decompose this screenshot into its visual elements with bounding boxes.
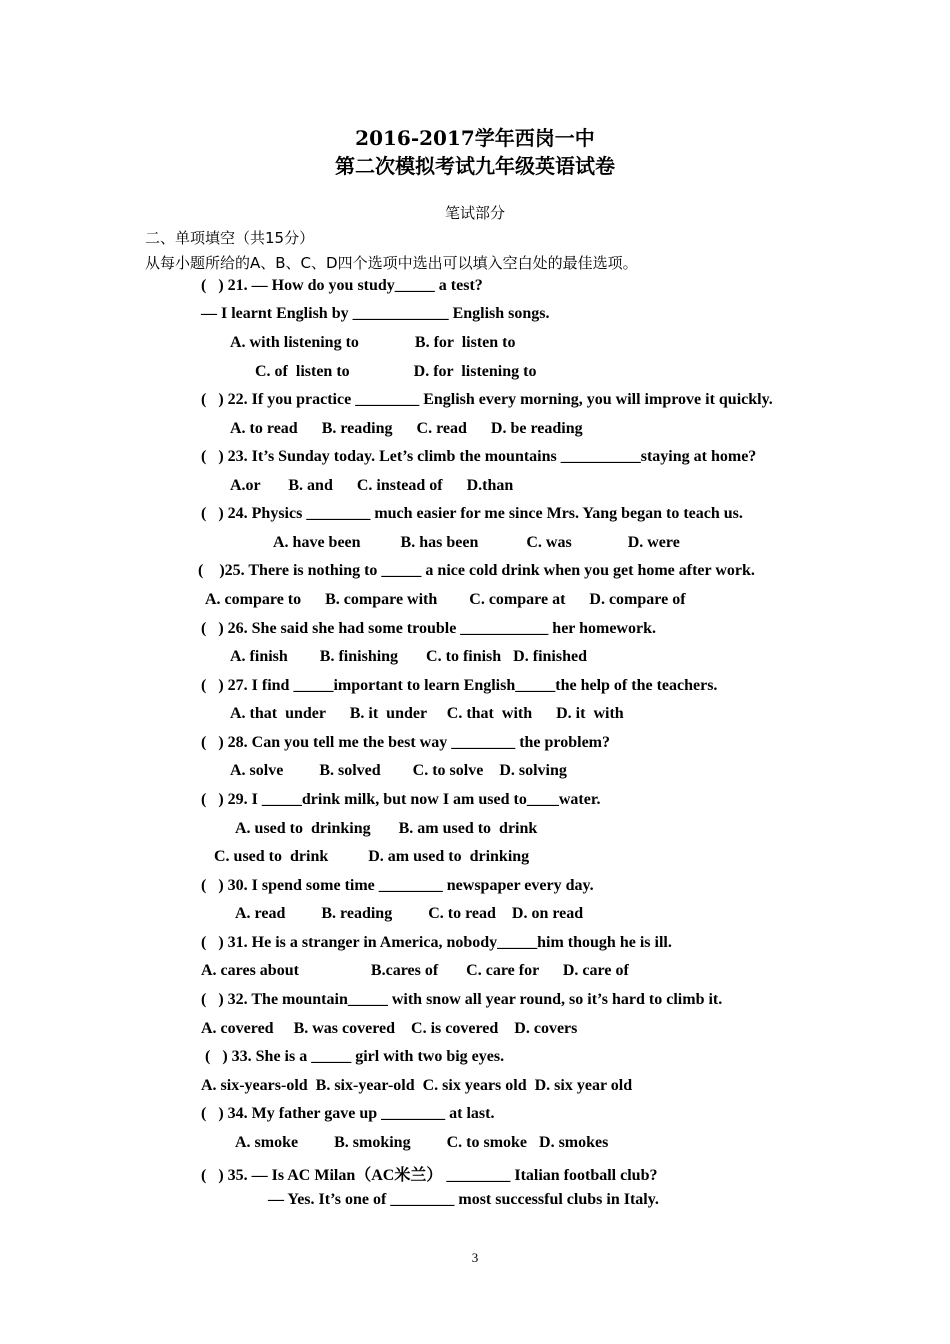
question-30-stem: ( ) 30. I spend some time ________ newspaper every day. — [201, 877, 594, 894]
question-28-stem: ( ) 28. Can you tell me the best way ________ the problem? — [201, 734, 611, 751]
question-28-options: A. solve B. solved C. to solve D. solving — [230, 762, 567, 779]
question-25-stem: ( )25. There is nothing to _____ a nice cold drink when you get home after work. — [198, 562, 755, 579]
question-35-stem: ( ) 35. — Is AC Milan（AC米兰） ________ Italian football club? — [201, 1167, 658, 1184]
question-27-stem: ( ) 27. I find _____important to learn English_____the help of the teachers. — [201, 677, 718, 694]
page-number: 3 — [471, 1250, 479, 1265]
question-23-stem: ( ) 23. It’s Sunday today. Let’s climb the mountains __________staying at home? — [201, 448, 757, 465]
exam-title-line2: 第二次模拟考试九年级英语试卷 — [335, 154, 615, 178]
question-31-stem: ( ) 31. He is a stranger in America, nobody_____him though he is ill. — [201, 934, 672, 951]
question-33-options: A. six-years-old B. six-year-old C. six years old D. six year old — [201, 1077, 633, 1094]
question-33-stem: ( ) 33. She is a _____ girl with two big eyes. — [201, 1048, 505, 1065]
question-31-options: A. cares about B.cares of C. care for D. care of — [201, 962, 629, 979]
question-25-options: A. compare to B. compare with C. compare at D. compare of — [205, 591, 686, 608]
question-32-options: A. covered B. was covered C. is covered D. covers — [201, 1020, 578, 1037]
question-29-stem: ( ) 29. I _____drink milk, but now I am used to____water. — [201, 791, 601, 808]
question-34-stem: ( ) 34. My father gave up ________ at last. — [201, 1105, 495, 1122]
question-30-options: A. read B. reading C. to read D. on read — [235, 905, 584, 922]
question-22-options: A. to read B. reading C. read D. be reading — [230, 420, 583, 437]
question-21-options-cd: C. of listen to D. for listening to — [255, 363, 537, 380]
question-32-stem: ( ) 32. The mountain_____ with snow all year round, so it’s hard to climb it. — [201, 991, 723, 1008]
question-26-stem: ( ) 26. She said she had some trouble ___________ her homework. — [201, 620, 656, 637]
question-35-response: — Yes. It’s one of ________ most successful clubs in Italy. — [268, 1191, 659, 1208]
question-21-response: — I learnt English by ____________ English songs. — [201, 305, 550, 322]
question-24-stem: ( ) 24. Physics ________ much easier for me since Mrs. Yang began to teach us. — [201, 505, 743, 522]
question-29-options-cd: C. used to drink D. am used to drinking — [214, 848, 530, 865]
exam-title-line1: 2016-2017学年西岗一中 — [355, 126, 595, 150]
question-22-stem: ( ) 22. If you practice ________ English every morning, you will improve it quickly. — [201, 391, 773, 408]
question-21-options-ab: A. with listening to B. for listen to — [230, 334, 516, 351]
part-heading: 二、单项填空（共15分） — [145, 229, 315, 247]
question-26-options: A. finish B. finishing C. to finish D. finished — [230, 648, 587, 665]
section-label: 笔试部分 — [444, 204, 505, 222]
question-27-options: A. that under B. it under C. that with D. it with — [230, 705, 624, 722]
question-24-options: A. have been B. has been C. was D. were — [273, 534, 680, 551]
question-29-options-ab: A. used to drinking B. am used to drink — [235, 820, 538, 837]
question-21-stem: ( ) 21. — How do you study_____ a test? — [201, 277, 483, 294]
question-23-options: A.or B. and C. instead of D.than — [230, 477, 514, 494]
part-instruction: 从每小题所给的A、B、C、D四个选项中选出可以填入空白处的最佳选项。 — [145, 254, 638, 272]
question-34-options: A. smoke B. smoking C. to smoke D. smokes — [235, 1134, 609, 1151]
